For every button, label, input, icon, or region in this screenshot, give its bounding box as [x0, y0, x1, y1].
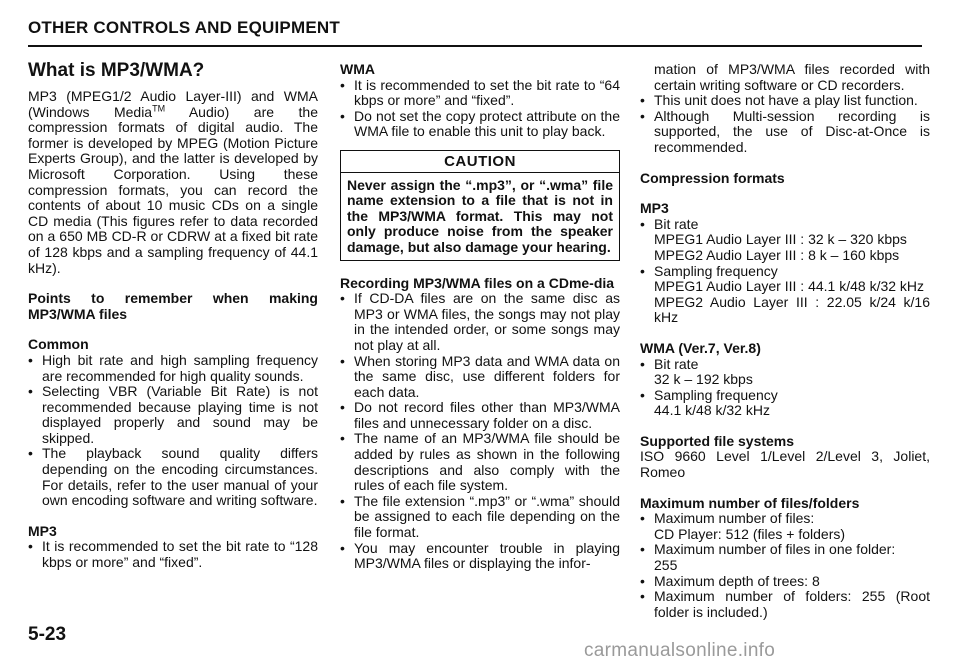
list-item: • When storing MP3 data and WMA data on the same disc, use different folders for each data. — [340, 354, 620, 401]
wma-bitrate-label: • Bit rate — [654, 355, 699, 372]
max-files-list — [640, 511, 930, 620]
list-item — [640, 388, 930, 419]
file-systems-title: Supported file systems — [640, 432, 795, 449]
watermark-text: carmanualsonline.info — [584, 640, 776, 661]
list-item: • You may encounter trouble in playing MP3/WMA files or displaying the infor- — [340, 541, 620, 572]
continued-text: mation of MP3/WMA files recorded with certain writing software or CD recorders. — [654, 61, 930, 93]
file-systems-text: ISO 9660 Level 1/Level 2/Level 3, Joliet, Romeo — [640, 448, 930, 481]
wma-bitrate-value: 32 k – 192 kbps — [654, 371, 753, 388]
continued-list — [640, 93, 930, 155]
caution-box — [340, 150, 620, 261]
wma-sampling-value: 44.1 k/48 k/32 kHz — [654, 402, 770, 419]
common-title: Common — [28, 336, 89, 353]
max-folder-value: 255 — [654, 557, 678, 574]
section-heading: What is MP3/WMA? — [28, 60, 205, 81]
mp3-format-list — [640, 217, 930, 326]
list-item: • The file extension “.mp3” or “.wma” should be assigned to each file depending on the file format. — [340, 494, 620, 541]
list-item: • Do not set the copy protect attribute on the WMA file to enable this unit to play back. — [340, 109, 620, 140]
caution-text: Never assign the “.mp3”, or “.wma” file name extension to a file that is not in the MP3/WMA format. This may not only produce noise from the speaker damage, but also damage your hearing. — [347, 176, 613, 255]
column-2 — [340, 58, 620, 572]
list-item — [640, 217, 930, 264]
list-item: • This unit does not have a play list function. — [640, 93, 930, 109]
list-item: • The name of an MP3/WMA file should be added by rules as shown in the following descriptions and also comply with the rules of each file system. — [340, 431, 620, 493]
caution-title: CAUTION — [341, 151, 619, 173]
wma-sampling-label: • Sampling frequency — [654, 386, 778, 403]
sampling-line: MPEG1 Audio Layer III : 44.1 k/48 k/32 kHz — [654, 278, 925, 295]
page-header-title: OTHER CONTROLS AND EQUIPMENT — [28, 18, 340, 37]
bitrate-line: MPEG2 Audio Layer III : 8 k – 160 kbps — [654, 246, 900, 263]
max-folder-label: • Maximum number of files in one folder: — [654, 541, 896, 558]
bitrate-line: MPEG1 Audio Layer III : 32 k – 320 kbps — [654, 231, 907, 248]
bitrate-label: • Bit rate — [654, 215, 699, 232]
max-files-title: Maximum number of files/folders — [640, 494, 860, 511]
trademark-mark: TM — [152, 102, 166, 113]
column-1 — [28, 58, 318, 571]
mp3-list — [28, 539, 318, 570]
intro-text-a: MP3 (MPEG1/2 Audio Layer-III) and WMA (Windows Media — [28, 88, 318, 120]
list-item — [640, 511, 930, 542]
wma-format-title: WMA (Ver.7, Ver.8) — [640, 339, 761, 356]
list-item: • Although Multi-session recording is supported, the use of Disc-at-Once is recommended. — [640, 109, 930, 156]
recording-title: Recording MP3/WMA files on a CDme-dia — [340, 274, 615, 291]
list-item: • It is recommended to set the bit rate to “64 kbps or more” and “fixed”. — [340, 78, 620, 109]
sampling-label: • Sampling frequency — [654, 262, 778, 279]
list-item: • If CD-DA files are on the same disc as MP3 or WMA files, the songs may not play in the intended order, or some songs may not play at all. — [340, 291, 620, 353]
list-item — [640, 542, 930, 573]
list-item: • It is recommended to set the bit rate to “128 kbps or more” and “fixed”. — [28, 539, 318, 570]
common-list — [28, 353, 318, 509]
wma-title: WMA — [340, 61, 375, 77]
list-item — [640, 357, 930, 388]
page-number: 5-23 — [28, 624, 67, 645]
header-divider — [28, 45, 922, 47]
list-item: • Maximum depth of trees: 8 — [640, 574, 930, 590]
list-item: • Do not record files other than MP3/WMA files and unnecessary folder on a disc. — [340, 400, 620, 431]
list-item: • Maximum number of folders: 255 (Root folder is included.) — [640, 589, 930, 620]
max-files-value: CD Player: 512 (files + folders) — [654, 525, 846, 542]
list-item — [640, 264, 930, 326]
wma-list — [340, 78, 620, 140]
recording-list — [340, 291, 620, 572]
max-files-label: • Maximum number of files: — [654, 510, 815, 527]
points-title: Points to remember when making MP3/WMA files — [28, 290, 318, 322]
sampling-line: MPEG2 Audio Layer III : 22.05 k/24 k/16 kHz — [654, 293, 930, 326]
column-3 — [640, 58, 930, 620]
wma-format-list — [640, 357, 930, 419]
intro-paragraph — [28, 89, 318, 276]
list-item: • The playback sound quality differs depending on the encoding circumstances. For details, refer to the user manual of your own encoding software and writing software. — [28, 446, 318, 508]
mp3-title: MP3 — [28, 522, 57, 539]
mp3-format-title: MP3 — [640, 200, 669, 217]
intro-text-b: Audio) are the compression formats of digital audio. The former is developed by MPEG (Motion Picture Experts Group), and the latter is developed by Microsoft Corporation. Using these compression formats, you can record the contents of about 10 music CDs on a single CD media (This figures refer to data recorded on a 650 MB CD-R or CDRW at a fixed bit rate of 128 kbps and a sampling frequency of 44.1 kHz). — [28, 103, 318, 276]
list-item: • High bit rate and high sampling frequency are recommended for high quality sounds. — [28, 353, 318, 384]
list-item: • Selecting VBR (Variable Bit Rate) is not recommended because playing time is not displayed properly and sound may be skipped. — [28, 384, 318, 446]
compression-title: Compression formats — [640, 169, 785, 186]
